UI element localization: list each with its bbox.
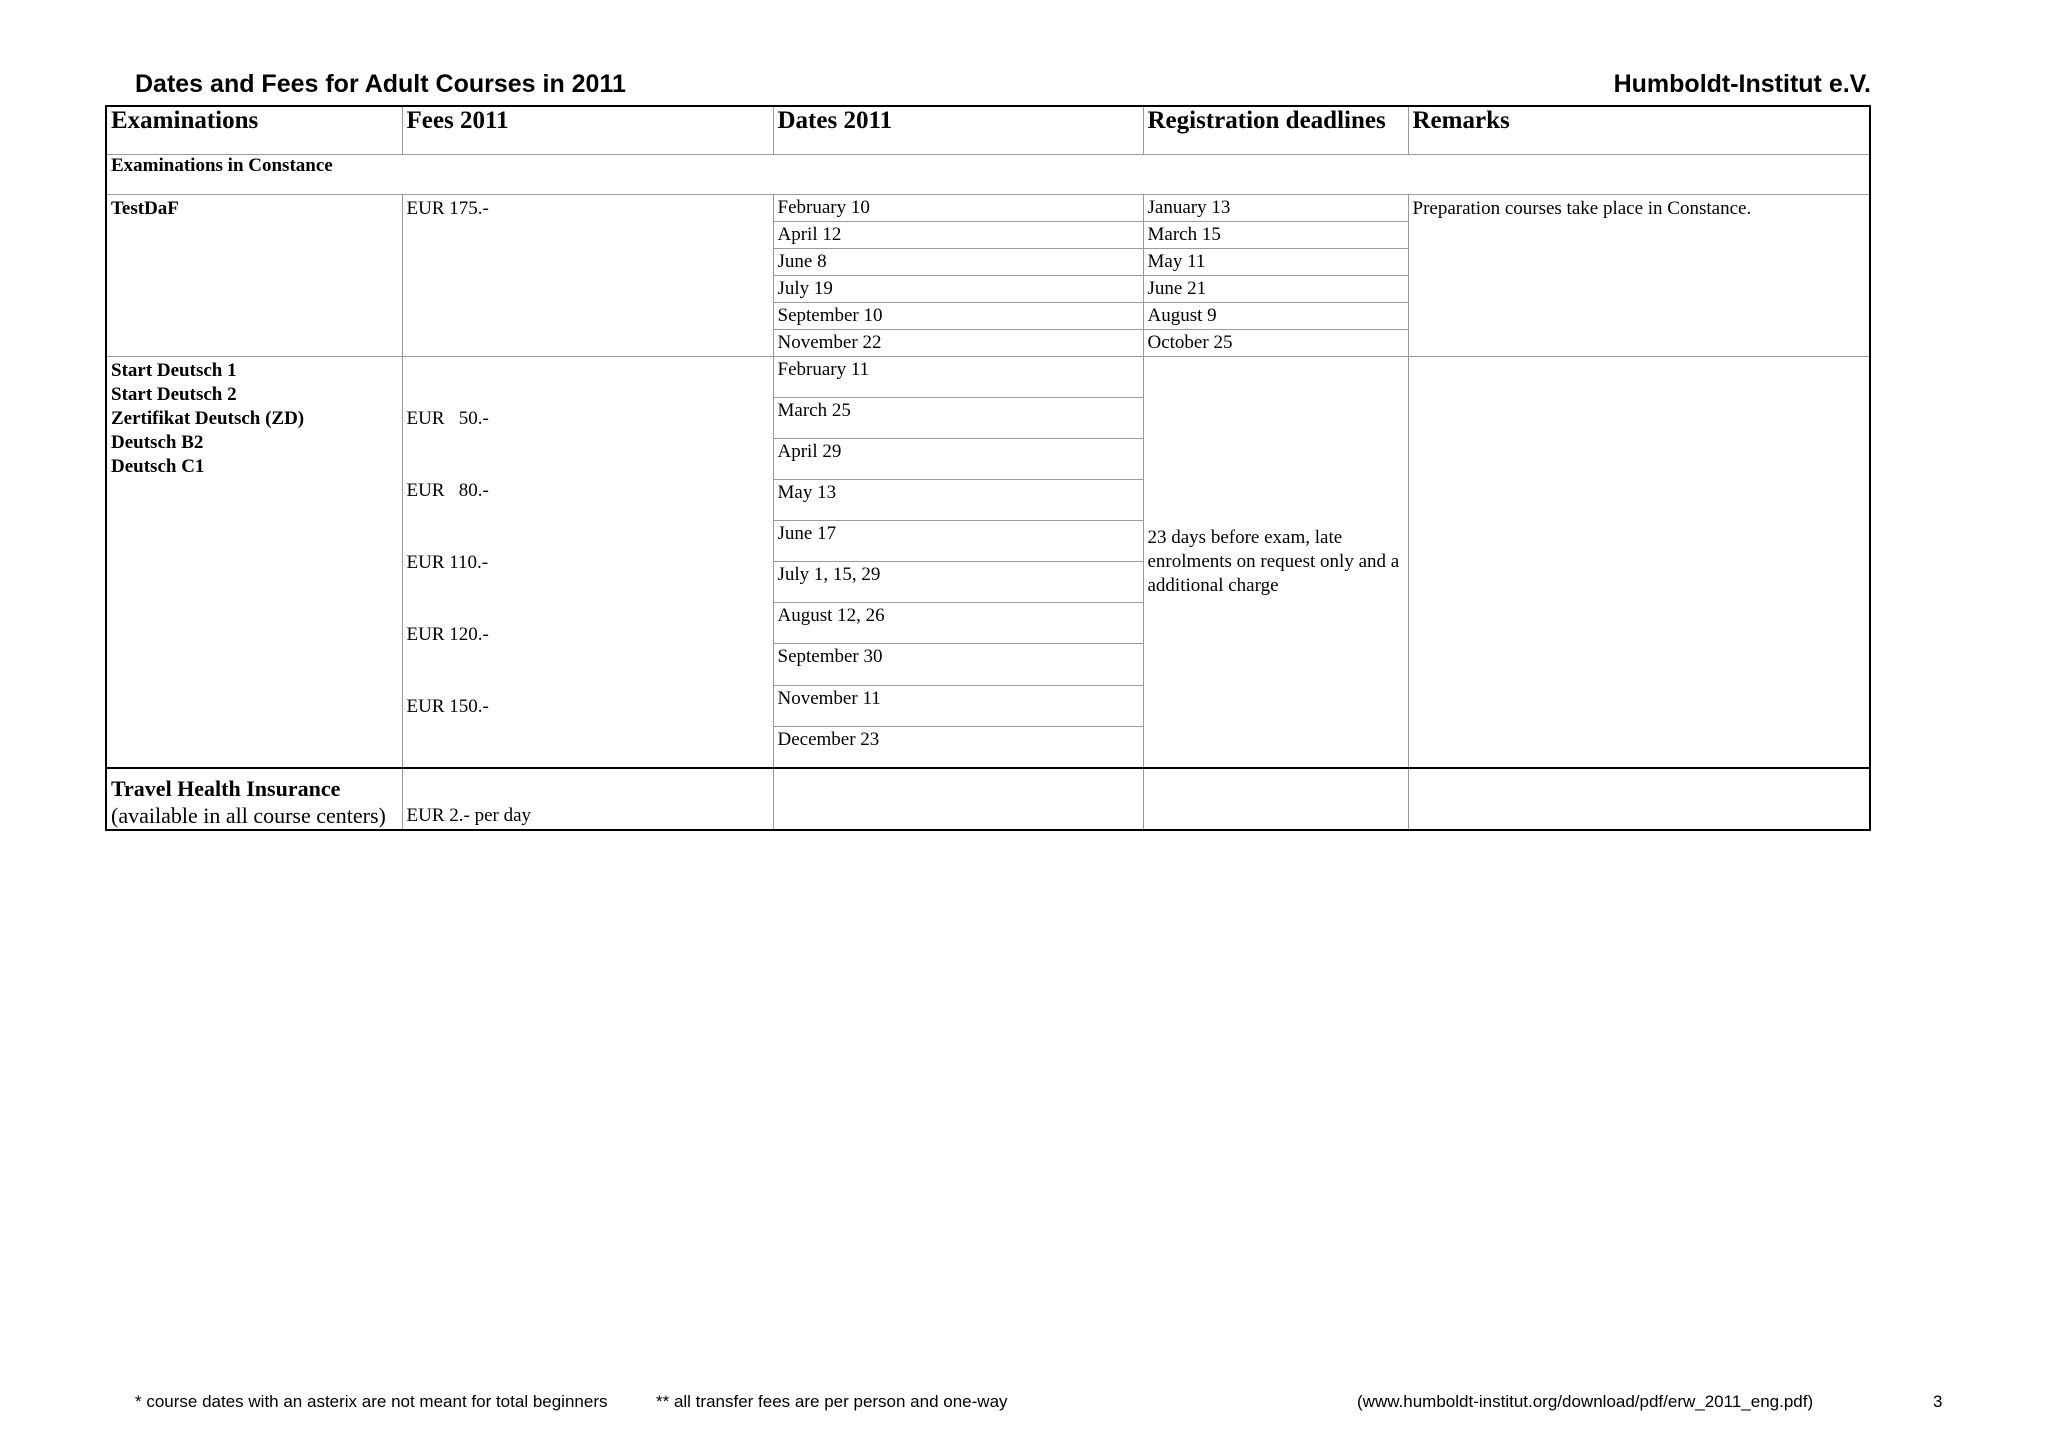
exam-names-group	[106, 357, 402, 769]
column-header-fees: Fees 2011	[402, 106, 773, 155]
deadline-cell: January 13	[1143, 195, 1408, 222]
exam-fees-group	[402, 357, 773, 769]
exam-name-testdaf: TestDaF	[106, 195, 402, 357]
exam-fee: EUR 50.-	[406, 408, 489, 429]
exam-fee: EUR 150.-	[406, 696, 489, 717]
footer-url: (www.humboldt-institut.org/download/pdf/erw_2011_eng.pdf)	[1357, 1392, 1814, 1411]
date-cell: June 8	[773, 249, 1143, 276]
deadline-note: 23 days before exam, late enrolments on request only and a additional charge	[1143, 357, 1408, 769]
exam-name: Deutsch B2	[111, 432, 204, 453]
table-row	[106, 195, 1870, 222]
date-cell: August 12, 26	[773, 603, 1143, 644]
exam-name: Zertifikat Deutsch (ZD)	[111, 408, 305, 429]
fees-table	[105, 105, 1871, 831]
column-header-dates: Dates 2011	[773, 106, 1143, 155]
table-row	[106, 357, 1870, 398]
date-cell: December 23	[773, 726, 1143, 768]
deadline-cell: June 21	[1143, 276, 1408, 303]
exam-fee: EUR 120.-	[406, 624, 489, 645]
column-header-deadlines: Registration deadlines	[1143, 106, 1408, 155]
deadline-cell: August 9	[1143, 303, 1408, 330]
date-cell: February 10	[773, 195, 1143, 222]
date-cell: May 13	[773, 480, 1143, 521]
date-cell: June 17	[773, 521, 1143, 562]
remark-group	[1408, 357, 1870, 769]
insurance-deadline	[1143, 768, 1408, 830]
insurance-cell	[106, 768, 402, 830]
date-cell: April 29	[773, 439, 1143, 480]
footer-note-transfer: ** all transfer fees are per person and one-way	[656, 1392, 1008, 1411]
insurance-fee: EUR 2.- per day	[402, 768, 773, 830]
insurance-dates	[773, 768, 1143, 830]
exam-fee: EUR 110.-	[406, 552, 489, 573]
page-title: Dates and Fees for Adult Courses in 2011	[135, 70, 626, 98]
deadline-cell: March 15	[1143, 222, 1408, 249]
date-cell: September 30	[773, 644, 1143, 685]
remark-testdaf: Preparation courses take place in Constance.	[1408, 195, 1870, 357]
date-cell: March 25	[773, 398, 1143, 439]
date-cell: July 19	[773, 276, 1143, 303]
section-title: Examinations in Constance	[106, 155, 1870, 195]
exam-name: Start Deutsch 1	[111, 360, 237, 381]
section-row	[106, 155, 1870, 195]
institute-name: Humboldt-Institut e.V.	[1613, 70, 1871, 98]
date-cell: April 12	[773, 222, 1143, 249]
table-header-row	[106, 106, 1870, 155]
insurance-note: (available in all course centers)	[111, 803, 386, 828]
exam-name: Deutsch C1	[111, 456, 205, 477]
footer-note-beginners: * course dates with an asterix are not meant for total beginners	[135, 1392, 608, 1411]
insurance-remarks	[1408, 768, 1870, 830]
table-row-insurance	[106, 768, 1870, 830]
page-number: 3	[1933, 1392, 1943, 1411]
column-header-remarks: Remarks	[1408, 106, 1870, 155]
exam-name: Start Deutsch 2	[111, 384, 237, 405]
date-cell: July 1, 15, 29	[773, 562, 1143, 603]
insurance-name: Travel Health Insurance	[111, 776, 341, 801]
date-cell: February 11	[773, 357, 1143, 398]
date-cell: November 22	[773, 330, 1143, 357]
date-cell: September 10	[773, 303, 1143, 330]
date-cell: November 11	[773, 685, 1143, 726]
deadline-cell: May 11	[1143, 249, 1408, 276]
column-header-examinations: Examinations	[106, 106, 402, 155]
fee-testdaf: EUR 175.-	[402, 195, 773, 357]
deadline-cell: October 25	[1143, 330, 1408, 357]
exam-fee: EUR 80.-	[406, 480, 489, 501]
